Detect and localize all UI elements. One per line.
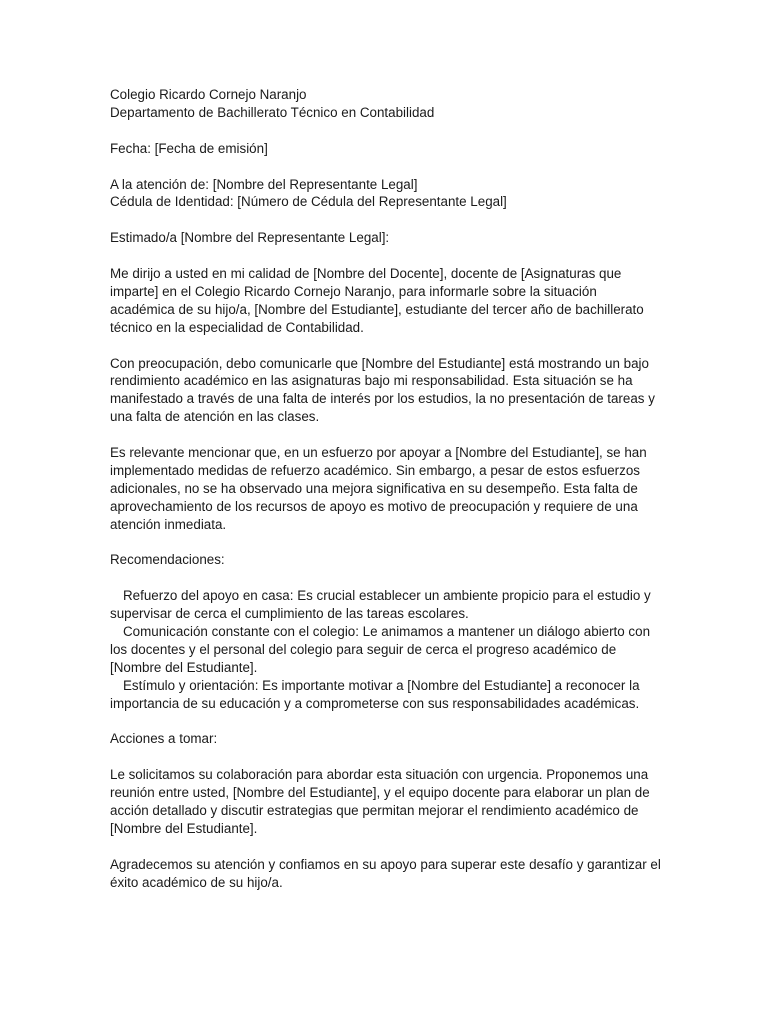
paragraph-measures: Es relevante mencionar que, en un esfuerzo por apoyar a [Nombre del Estudiante], se han implementado medidas de refuerzo académico. Sin embargo, a pesar de estos esfuerzos adicionales, no se ha observado una mejora significativa en su desempeño. Esta falta de aprovechamiento de los recursos de apoyo es motivo de preocupación y requiere de una atención inmediata. xyxy=(110,445,647,532)
spacer xyxy=(110,426,662,444)
school-name: Colegio Ricardo Cornejo Naranjo xyxy=(110,87,307,102)
paragraph-actions: Le solicitamos su colaboración para abordar esta situación con urgencia. Proponemos una reunión entre usted, [Nombre del Estudiante], y el equipo docente para elaborar un plan de acción detallado y discutir estrategias que permitan mejorar el rendimiento académico de [Nombre del Estudiante]. xyxy=(110,767,650,836)
salutation: Estimado/a [Nombre del Representante Legal]: xyxy=(110,230,390,246)
spacer xyxy=(110,211,662,229)
recipient-id: Cédula de Identidad: [Número de Cédula del Representante Legal] xyxy=(110,194,507,210)
recommendation-item: Comunicación constante con el colegio: Le animamos a mantener un diálogo abierto con los docentes y el personal del colegio para seguir de cerca el progreso académico de [Nombre del Estudiante]. xyxy=(110,624,651,675)
letter-body xyxy=(110,86,662,892)
paragraph-concern: Con preocupación, debo comunicarle que [Nombre del Estudiante] está mostrando un bajo rendimiento académico en las asignaturas bajo mi responsabilidad. Esta situación se ha manifestado a través de una falta de interés por los estudios, la no presentación de tareas y una falta de atención en las clases. xyxy=(110,355,655,425)
spacer xyxy=(110,122,662,140)
spacer xyxy=(110,534,662,552)
spacer xyxy=(110,748,662,766)
paragraph-intro: Me dirijo a usted en mi calidad de [Nombre del Docente], docente de [Asignaturas que imparte] en el Colegio Ricardo Cornejo Naranjo, para informarle sobre la situación académica de su hijo/a, [Nombre del Estudiante], estudiante del tercer año de bachillerato técnico en la especialidad de Contabilidad. xyxy=(110,266,644,335)
spacer xyxy=(110,337,662,355)
spacer xyxy=(110,838,662,856)
recommendation-item: Estímulo y orientación: Es importante motivar a [Nombre del Estudiante] a reconocer la importancia de su educación y a comprometerse con sus responsabilidades académicas. xyxy=(110,677,640,711)
recommendations-heading: Recomendaciones: xyxy=(110,552,225,568)
recipient-attention: A la atención de: [Nombre del Representante Legal] xyxy=(110,176,418,192)
spacer xyxy=(110,247,662,265)
spacer xyxy=(110,569,662,587)
recommendation-item: Refuerzo del apoyo en casa: Es crucial establecer un ambiente propicio para el estudio y supervisar de cerca el cumplimiento de las tareas escolares. xyxy=(110,588,651,622)
spacer xyxy=(110,713,662,731)
department-name: Departamento de Bachillerato Técnico en Contabilidad xyxy=(110,104,435,120)
closing-paragraph: Agradecemos su atención y confiamos en su apoyo para superar este desafío y garantizar el éxito académico de su hijo/a. xyxy=(110,856,661,890)
spacer xyxy=(110,158,662,176)
date-line: Fecha: [Fecha de emisión] xyxy=(110,140,268,156)
actions-heading: Acciones a tomar: xyxy=(110,731,218,747)
